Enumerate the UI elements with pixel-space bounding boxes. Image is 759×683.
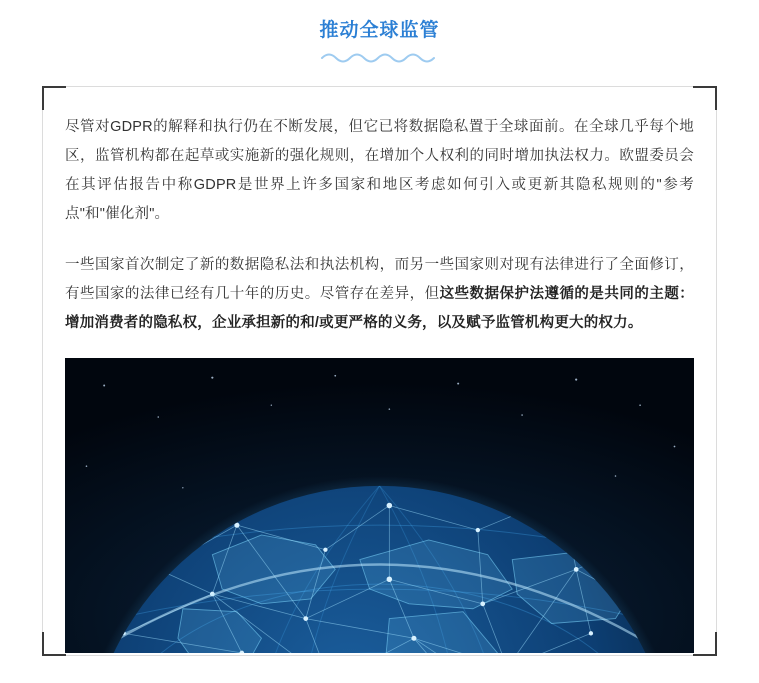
paragraph-two [65,251,694,338]
corner-bracket-bottom-left [42,632,66,656]
paragraph-two-normal-text: 一些国家首次制定了新的数据隐私法和执法机构，而另一些国家则对现有法律进行了全面修订，有些国家的法律已经有几十年的历史。尽管存在差异，但 [65,257,694,302]
wave-divider-icon [320,50,440,64]
page-title: 推动全球监管 [319,20,440,41]
content-card [42,86,717,656]
global-network-earth-image [65,358,694,653]
page-header [0,0,759,64]
corner-bracket-top-right [693,86,717,110]
paragraph-two-bold-text: 这些数据保护法遵循的是共同的主题：增加消费者的隐私权，企业承担新的和/或更严格的义务，以及赋予监管机构更大的权力。 [65,286,695,331]
corner-bracket-top-left [42,86,66,110]
paragraph-one: 尽管对GDPR的解释和执行仍在不断发展，但它已将数据隐私置于全球面前。在全球几乎每个地区，监管机构都在起草或实施新的强化规则，在增加个人权利的同时增加执法权力。欧盟委员会在其评估报告中称GDPR是世界上许多国家和地区考虑如何引入或更新其隐私规则的"参考点"和"催化剂"。 [65,119,694,222]
earth-network-illustration [65,358,694,653]
corner-bracket-bottom-right [693,632,717,656]
